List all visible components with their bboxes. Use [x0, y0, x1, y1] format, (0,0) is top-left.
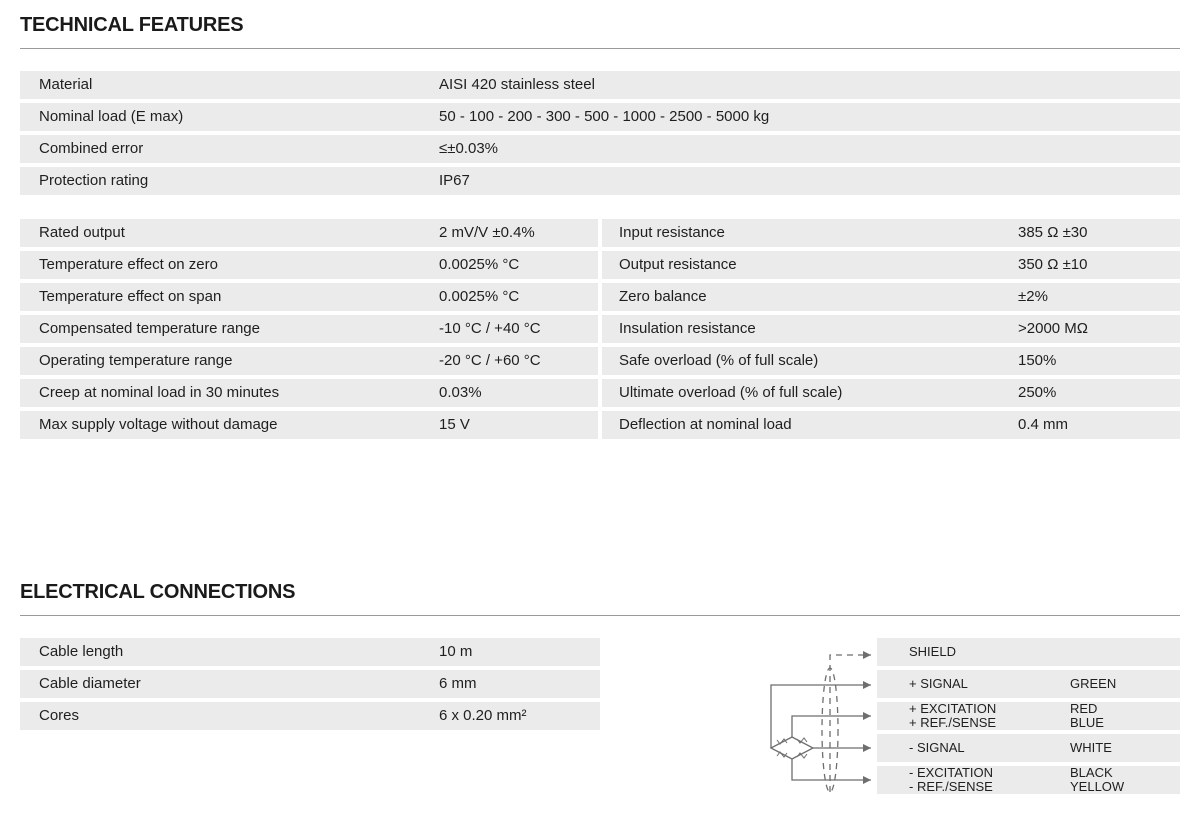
spec-label: Max supply voltage without damage [39, 416, 278, 433]
wiring-row-shield [877, 638, 1180, 666]
spec-label: Deflection at nominal load [619, 416, 792, 433]
spec-row-ultimate-overload [602, 379, 1180, 407]
spec-label: Temperature effect on span [39, 288, 222, 305]
spec-label: Rated output [39, 224, 125, 241]
wiring-row-minus-signal [877, 734, 1180, 762]
spec-row-combined-error [20, 135, 1180, 163]
spec-row-zero-balance [602, 283, 1180, 311]
spec-row-cable-length [20, 638, 600, 666]
spec-label: Cable diameter [39, 675, 141, 692]
spec-label: Output resistance [619, 256, 737, 273]
technical-features-rule [20, 48, 1180, 49]
spec-value: 0.0025% °C [439, 288, 520, 305]
spec-value: 6 mm [439, 675, 477, 692]
wire-color [1070, 670, 1116, 698]
spec-row-insulation-resistance [602, 315, 1180, 343]
spec-value: 50 - 100 - 200 - 300 - 500 - 1000 - 2500 - 5000 kg [439, 108, 770, 125]
spec-value: 150% [1018, 352, 1057, 369]
spec-label: Combined error [39, 140, 144, 157]
wire-signal [909, 734, 965, 762]
wire-color-line-2: BLUE [1070, 715, 1104, 730]
spec-label: Compensated temperature range [39, 320, 260, 337]
spec-label: Operating temperature range [39, 352, 233, 369]
spec-row-cable-diameter [20, 670, 600, 698]
spec-label: Input resistance [619, 224, 725, 241]
spec-label: Insulation resistance [619, 320, 756, 337]
spec-value: >2000 MΩ [1018, 320, 1089, 337]
spec-value: 10 m [439, 643, 473, 660]
wire-signal-line-2: + REF./SENSE [909, 715, 997, 730]
spec-row-deflection [602, 411, 1180, 439]
wiring-row-plus-excitation [877, 702, 1180, 730]
spec-row-input-resistance [602, 219, 1180, 247]
wire-color-line-1: RED [1070, 701, 1098, 716]
spec-row-temp-effect-span [20, 283, 598, 311]
wire-signal-line-1: - SIGNAL [909, 740, 965, 755]
spec-row-temp-effect-zero [20, 251, 598, 279]
wire-color [1070, 702, 1104, 730]
electrical-connections-rule [20, 615, 1180, 616]
wire-color-line-1: WHITE [1070, 740, 1112, 755]
spec-label: Ultimate overload (% of full scale) [619, 384, 843, 401]
spec-value: 250% [1018, 384, 1057, 401]
wire-signal-line-1: - EXCITATION [909, 765, 994, 780]
wiring-row-minus-excitation [877, 766, 1180, 794]
wire-color-line-1: BLACK [1070, 765, 1113, 780]
spec-label: Nominal load (E max) [39, 108, 184, 125]
spec-value: 0.0025% °C [439, 256, 520, 273]
spec-label: Creep at nominal load in 30 minutes [39, 384, 280, 401]
spec-label: Cores [39, 707, 80, 724]
wire-signal-line-1: + EXCITATION [909, 701, 997, 716]
spec-row-creep [20, 379, 598, 407]
wire-signal [909, 670, 968, 698]
wiring-row-plus-signal [877, 670, 1180, 698]
wire-color [1070, 734, 1112, 762]
spec-value: 15 V [439, 416, 470, 433]
wire-signal [909, 766, 993, 794]
spec-label: Material [39, 76, 93, 93]
minus-excitation-wire [792, 759, 871, 780]
spec-label: Protection rating [39, 172, 149, 189]
spec-label: Safe overload (% of full scale) [619, 352, 819, 369]
electrical-connections-title: ELECTRICAL CONNECTIONS [20, 581, 296, 603]
plus-excitation-wire [792, 716, 871, 737]
spec-value: 0.03% [439, 384, 482, 401]
spec-value: 6 x 0.20 mm² [439, 707, 527, 724]
spec-value: ≤±0.03% [439, 140, 498, 157]
spec-value: AISI 420 stainless steel [439, 76, 595, 93]
spec-label: Temperature effect on zero [39, 256, 218, 273]
wire-signal-line-2: - REF./SENSE [909, 779, 993, 794]
spec-row-rated-output [20, 219, 598, 247]
spec-row-output-resistance [602, 251, 1180, 279]
spec-row-operating-temp [20, 347, 598, 375]
spec-value: ±2% [1018, 288, 1048, 305]
spec-row-protection-rating [20, 167, 1180, 195]
spec-value: 0.4 mm [1018, 416, 1069, 433]
wire-signal [909, 702, 996, 730]
wire-signal-line-1: + SIGNAL [909, 676, 968, 691]
wheatstone-bridge-icon [771, 737, 813, 759]
spec-value: IP67 [439, 172, 470, 189]
spec-value: 350 Ω ±10 [1018, 256, 1088, 273]
wire-color [1070, 766, 1124, 794]
spec-row-safe-overload [602, 347, 1180, 375]
wire-signal [909, 638, 956, 666]
wiring-bridge-diagram [760, 640, 875, 798]
spec-value: -20 °C / +60 °C [439, 352, 541, 369]
spec-label: Zero balance [619, 288, 707, 305]
spec-row-max-supply [20, 411, 598, 439]
spec-row-nominal-load [20, 103, 1180, 131]
wire-signal-line-1: SHIELD [909, 644, 956, 659]
wire-color-line-2: YELLOW [1070, 779, 1125, 794]
spec-row-cores [20, 702, 600, 730]
spec-value: 385 Ω ±30 [1018, 224, 1088, 241]
spec-row-compensated-temp [20, 315, 598, 343]
spec-value: -10 °C / +40 °C [439, 320, 541, 337]
spec-row-material [20, 71, 1180, 99]
wire-color-line-1: GREEN [1070, 676, 1117, 691]
spec-value: 2 mV/V ±0.4% [439, 224, 535, 241]
shield-wire [822, 655, 871, 792]
spec-label: Cable length [39, 643, 124, 660]
technical-features-title: TECHNICAL FEATURES [20, 14, 244, 36]
